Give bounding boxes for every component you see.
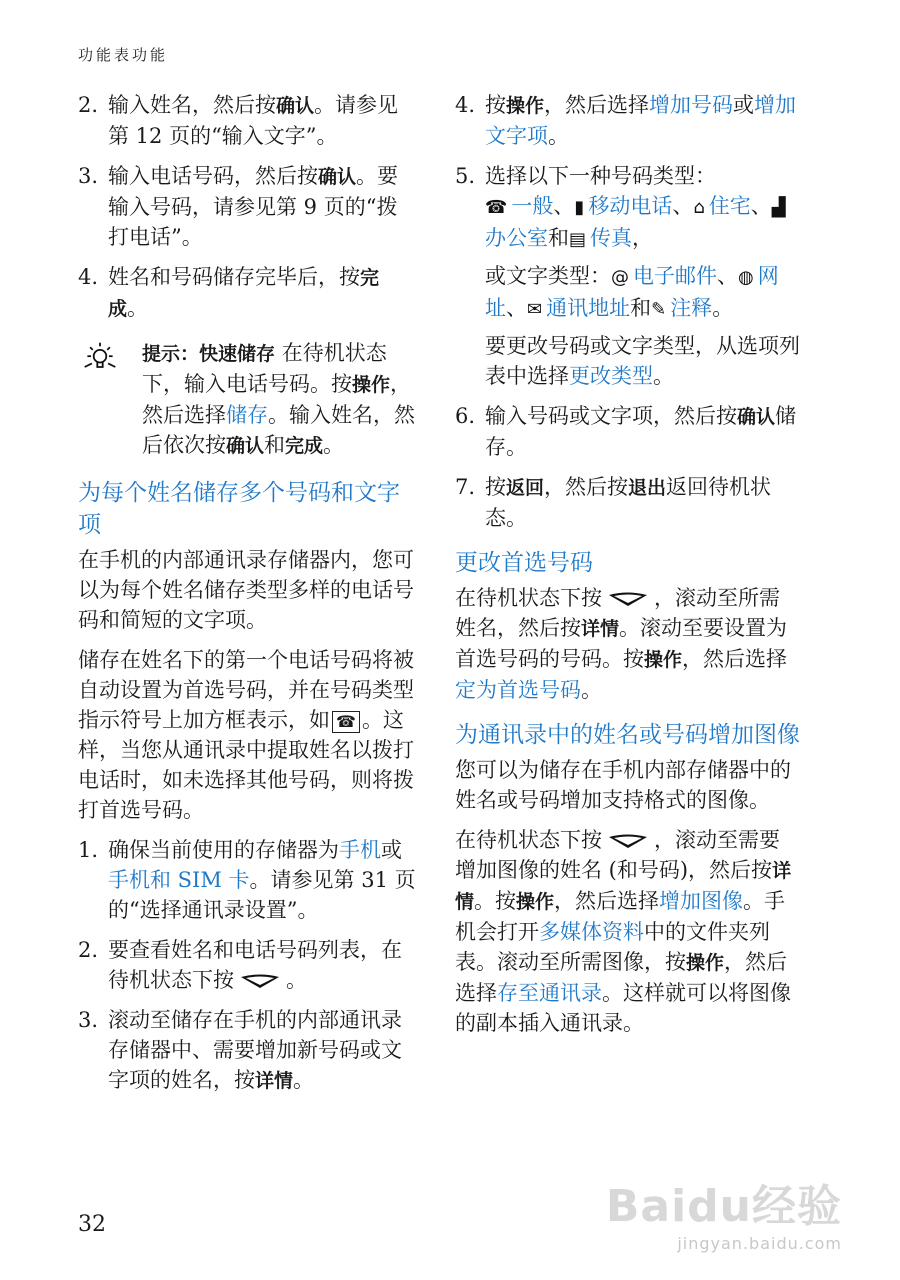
page-number: 32 [78,1212,106,1237]
step-6: 6. 输入号码或文字项，然后按确认储存。 [455,404,797,459]
list-item-1: 1. 确保当前使用的存储器为手机或手机和 SIM 卡。请参见第 31 页的“选择通讯录设置”。 [78,838,416,922]
scroll-key-icon [606,833,650,851]
step-3: 3. 输入电话号码，然后按确认。要输入号码，请参见第 9 页的“拨打电话”。 [78,164,399,249]
email-icon: @ [611,267,629,288]
paragraph: 在待机状态下按 ，滚动至所需姓名，然后按详情。滚动至要设置为首选号码的号码。按操作，然后选择定为首选号码。 [455,586,788,702]
phone-icon: ☎ [485,197,508,218]
paragraph: 在待机状态下按 ，滚动至需要增加图像的姓名 (和号码)，然后按详情。按操作，然后选择增加图像。手机会打开多媒体资料中的文件夹列表。滚动至所需图像，按操作，然后选择存至通讯录。这样就可以将图像的副本插入通讯录。 [455,828,792,1035]
baidu-watermark: Baidu经验 jingyan.baidu.com [605,1181,842,1253]
step-7: 7. 按返回，然后按退出返回待机状态。 [455,475,772,530]
link-store: 储存 [226,403,268,427]
mobile-icon: ▮ [574,197,585,218]
step-2: 2. 输入姓名，然后按确认。请参见第 12 页的“输入文字”。 [78,93,399,148]
section-heading-preferred-number: 更改首选号码 [455,550,593,576]
paragraph: 在手机的内部通讯录存储器内，您可以为每个姓名储存类型多样的电话号码和简短的文字项。 [78,548,414,632]
home-icon: ⌂ [693,197,705,218]
fax-icon: ▤ [569,229,587,250]
step-4-right: 4. 按操作，然后选择增加号码或增加文字项。 [455,93,797,148]
running-header: 功能表功能 [78,46,169,64]
paragraph: 储存在姓名下的第一个电话号码将被自动设置为首选号码，并在号码类型指示符号上加方框表示，如 ☎ 。这样，当您从通讯录中提取姓名以拨打电话时，如未选择其他号码，则将拨打首选号码。 [78,648,414,822]
left-column [78,90,418,1106]
right-column [455,90,800,1048]
step-5: 5. 选择以下一种号码类型： ☎ 一般、▮ 移动电话、⌂ 住宅、▟办公室和▤ 传真， 或文字类型：@ 电子邮件、◍ 网址、✉ 通讯地址和✎ 注释。 要更改号码或文字类型，从选项列表中选择更改类型。 [455,164,800,388]
step-4: 4. 姓名和号码储存完毕后，按完成。 [78,265,380,320]
web-icon: ◍ [738,267,754,288]
tip-bulb-icon [82,340,118,376]
section-heading-multiple-numbers: 为每个姓名储存多个号码和文字项 [78,480,400,538]
tip-box: 提示：快速储存 在待机状态下，输入电话号码。按操作，然后选择储存。输入姓名，然后依次按确认和完成。 [78,338,418,461]
scroll-key-icon [238,973,282,991]
list-item-2: 2. 要查看姓名和电话号码列表，在待机状态下按 。 [78,938,402,992]
paragraph: 您可以为储存在手机内部存储器中的姓名或号码增加支持格式的图像。 [455,758,791,812]
list-item-3: 3. 滚动至储存在手机的内部通讯录存储器中、需要增加新号码或文字项的姓名，按详情。 [78,1008,402,1092]
section-heading-add-image: 为通讯录中的姓名或号码增加图像 [455,722,800,748]
boxed-phone-icon: ☎ [332,711,360,733]
note-icon: ✎ [651,299,667,320]
scroll-key-icon [606,591,650,609]
address-icon: ✉ [527,299,543,320]
office-icon: ▟ [771,197,786,218]
